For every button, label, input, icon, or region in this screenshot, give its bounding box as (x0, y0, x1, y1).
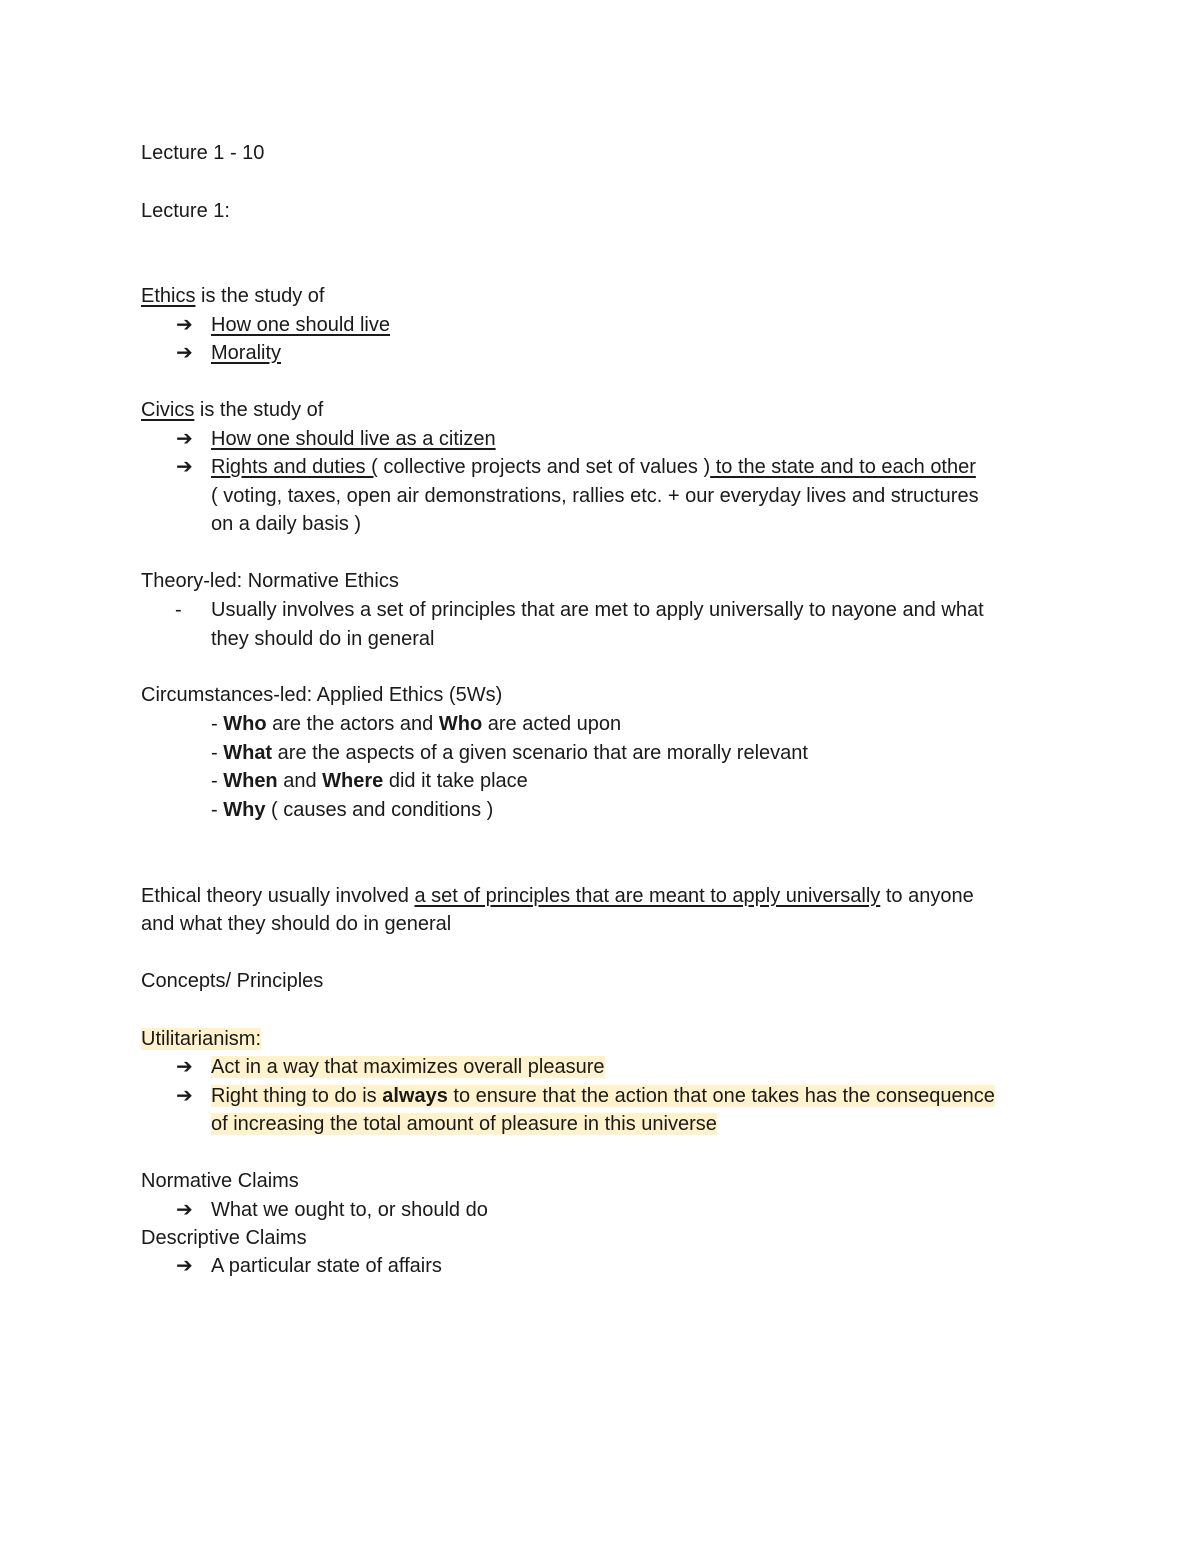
what-bold: What (223, 742, 273, 764)
civics-bullet-2 (211, 452, 976, 482)
dash-text: - (211, 770, 224, 792)
what-end: are the aspects of a given scenario that are morally relevant (272, 742, 808, 764)
why-bold: Why (223, 799, 266, 821)
who-end: are acted upon (482, 713, 622, 735)
lecture-heading: Lecture 1: (141, 200, 230, 222)
when-mid: and (277, 770, 323, 792)
who-bold-2: Who (438, 713, 483, 735)
util-bullet-2 (211, 1081, 995, 1111)
normative-bullet: What we ought to, or should do (211, 1199, 488, 1221)
w-item-what (211, 738, 808, 768)
arrow-bullet-icon: ➔ (176, 1056, 193, 1078)
util-b2-post: to ensure that the action that one takes has the consequence (447, 1085, 995, 1107)
dash-bullet-icon: - (175, 599, 182, 621)
why-end: ( causes and conditions ) (265, 799, 494, 821)
where-bold: Where (322, 770, 384, 792)
dash-text: - (211, 799, 224, 821)
theory-heading: Theory-led: Normative Ethics (141, 570, 399, 592)
w-item-when-where (211, 766, 528, 796)
descriptive-heading: Descriptive Claims (141, 1227, 307, 1249)
ethical-theory-post: to anyone (880, 885, 974, 907)
when-end: did it take place (383, 770, 528, 792)
collective-text: collective projects and set of values ) (377, 456, 711, 478)
circumstances-heading: Circumstances-led: Applied Ethics (5Ws) (141, 684, 503, 706)
civics-rest: is the study of (194, 399, 324, 421)
arrow-bullet-icon: ➔ (176, 1255, 193, 1277)
civics-bullet-2-line-2: ( voting, taxes, open air demonstrations, rallies etc. + our everyday lives and structures (211, 485, 979, 507)
dash-text: - (211, 742, 224, 764)
descriptive-bullet: A particular state of affairs (211, 1255, 442, 1277)
ethics-rest: is the study of (195, 285, 325, 307)
to-state-text: to the state and to each other (710, 456, 976, 478)
document-title: Lecture 1 - 10 (141, 142, 265, 164)
ethics-definition (141, 281, 324, 311)
ethical-theory-underlined: a set of principles that are meant to apply universally (414, 885, 881, 907)
w-item-who (211, 709, 621, 739)
ethical-theory-pre: Ethical theory usually involved (141, 885, 415, 907)
when-bold: When (223, 770, 278, 792)
arrow-bullet-icon: ➔ (176, 1085, 193, 1107)
ethics-bullet-2: Morality (211, 342, 282, 364)
concepts-heading: Concepts/ Principles (141, 970, 324, 992)
arrow-bullet-icon: ➔ (176, 342, 193, 364)
theory-line-2: they should do in general (211, 628, 435, 650)
arrow-bullet-icon: ➔ (176, 428, 193, 450)
util-bullet-2-text (211, 1085, 995, 1107)
dash-text: - (211, 713, 224, 735)
w-item-why (211, 795, 493, 825)
util-b2-bold: always (382, 1085, 448, 1107)
normative-heading: Normative Claims (141, 1170, 299, 1192)
util-bullet-1-text: Act in a way that maximizes overall pleasure (211, 1056, 605, 1078)
civics-term: Civics (141, 399, 195, 421)
civics-bullet-2-line-3: on a daily basis ) (211, 513, 362, 535)
arrow-bullet-icon: ➔ (176, 1199, 193, 1221)
util-b2-line2: of increasing the total amount of pleasure in this universe (211, 1113, 717, 1135)
util-bullet-2-line-2 (211, 1109, 717, 1139)
arrow-bullet-icon: ➔ (176, 314, 193, 336)
ethical-theory-line-1 (141, 881, 974, 911)
util-bullet-1 (211, 1052, 605, 1082)
who-mid: are the actors and (266, 713, 439, 735)
civics-bullet-1: How one should live as a citizen (211, 428, 496, 450)
util-b2-pre: Right thing to do is (211, 1085, 383, 1107)
ethics-term: Ethics (141, 285, 196, 307)
theory-line-1: Usually involves a set of principles that are met to apply universally to nayone and what (211, 599, 984, 621)
rights-duties-text: Rights and duties ( (211, 456, 378, 478)
utilitarianism-text: Utilitarianism: (141, 1028, 262, 1050)
ethical-theory-line-2: and what they should do in general (141, 913, 452, 935)
arrow-bullet-icon: ➔ (176, 456, 193, 478)
who-bold: Who (223, 713, 267, 735)
ethics-bullet-1: How one should live (211, 314, 390, 336)
utilitarianism-heading (141, 1024, 261, 1054)
civics-definition (141, 395, 323, 425)
